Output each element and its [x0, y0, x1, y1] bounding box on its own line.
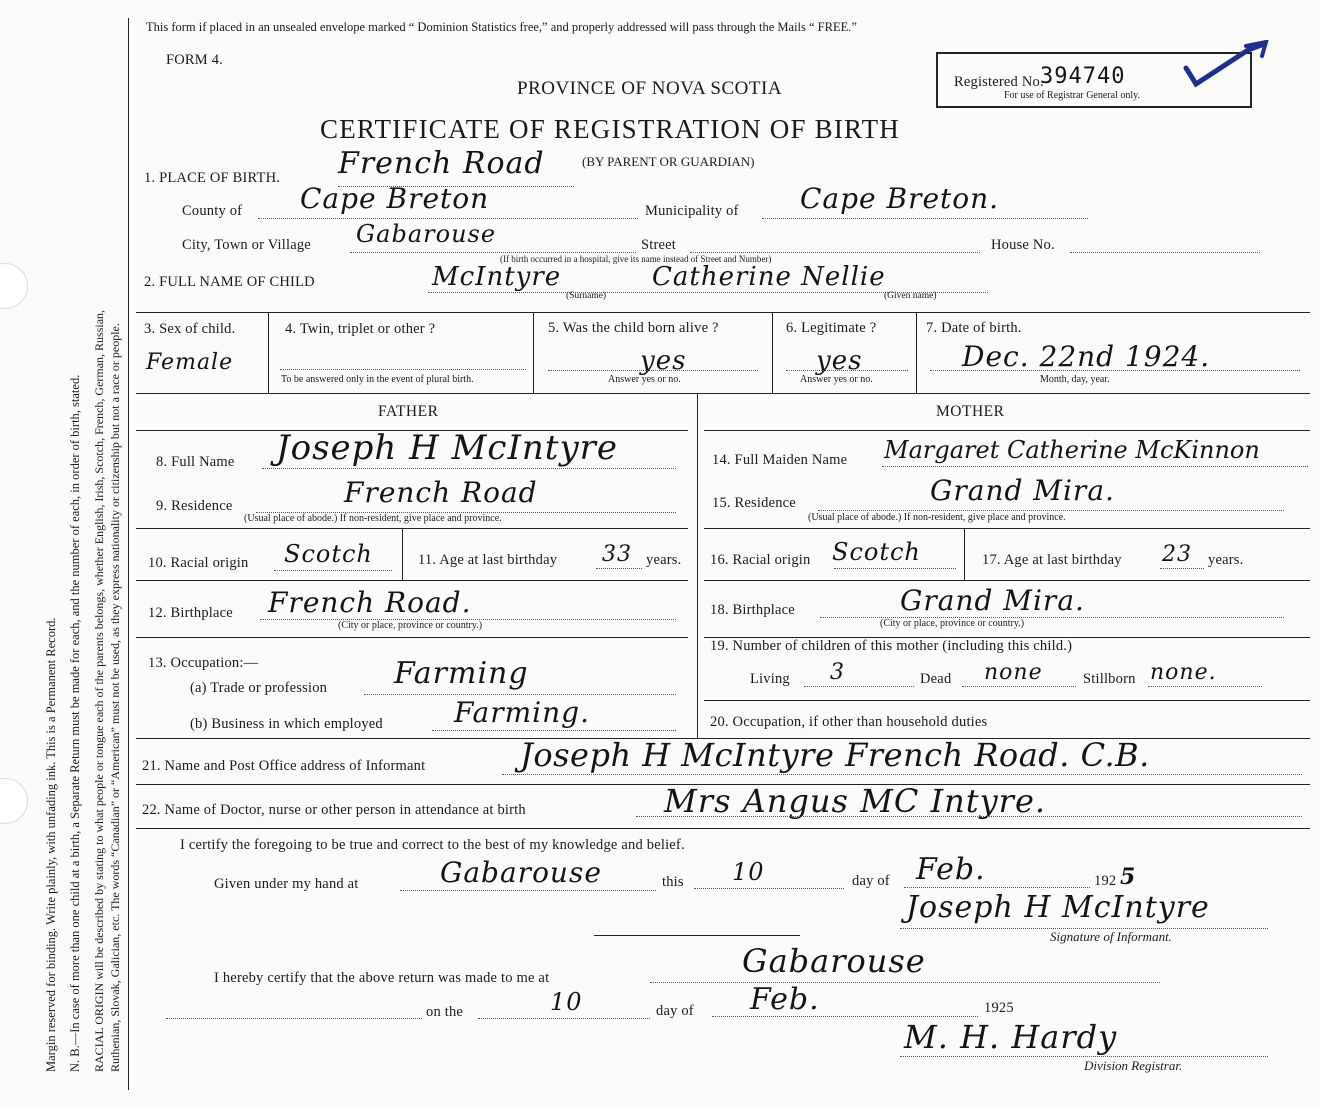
check-mark-icon: [1182, 40, 1272, 96]
surname-caption: (Surname): [566, 291, 607, 301]
form-number: FORM 4.: [166, 52, 223, 68]
dob-label: 7. Date of birth.: [926, 320, 1022, 336]
father-name-label: 8. Full Name: [156, 454, 235, 470]
rule: [268, 312, 269, 393]
margin-racial-note-1: RACIAL ORIGIN will be described by stating to what people or tongue each of the parents belongs, whether English, Irish, Scotch, French, German, Russian,: [92, 309, 106, 1072]
father-name-value: Joseph H McIntyre: [276, 428, 619, 468]
city-value: Gabarouse: [356, 220, 497, 248]
twin-label: 4. Twin, triplet or other ?: [285, 321, 436, 337]
house-label: House No.: [991, 237, 1055, 253]
legitimate-caption: Answer yes or no.: [800, 374, 873, 385]
dob-value: Dec. 22nd 1924.: [962, 340, 1211, 373]
rule: [704, 700, 1310, 701]
registrar-day-of-label: day of: [656, 1003, 694, 1019]
living-value: 3: [830, 660, 845, 685]
rule: [772, 312, 773, 393]
rule: [136, 637, 688, 638]
occupation-label: 13. Occupation:—: [148, 655, 259, 671]
legitimate-label: 6. Legitimate ?: [786, 320, 877, 336]
margin-nb-note: N. B.—In case of more than one child at a birth, a Separate Return must be made for each, and the number of each, in order of birth, stated.: [68, 374, 82, 1072]
dead-label: Dead: [920, 671, 952, 687]
mother-birthplace-value: Grand Mira.: [900, 584, 1085, 617]
rule: [704, 580, 1310, 581]
registrar-signature: M. H. Hardy: [904, 1018, 1118, 1056]
business-value: Farming.: [454, 696, 590, 729]
rule: [916, 312, 917, 393]
signature-caption: Signature of Informant.: [1050, 929, 1172, 944]
father-age-value: 33: [602, 542, 632, 567]
stillborn-value: none.: [1150, 660, 1217, 685]
registered-number: 394740: [1040, 64, 1126, 89]
punch-hole: [0, 263, 28, 309]
doctor-line: [636, 816, 1302, 817]
given-year-prefix: 192: [1094, 873, 1117, 889]
rule: [594, 935, 800, 936]
trade-label: (a) Trade or profession: [190, 680, 328, 696]
rule: [704, 430, 1310, 431]
mother-residence-caption: (Usual place of abode.) If non-resident, give place and province.: [808, 512, 1066, 523]
child-given-value: Catherine Nellie: [652, 262, 886, 292]
municipality-line: [762, 218, 1088, 219]
rule: [704, 528, 1310, 529]
given-day-value: 10: [732, 858, 765, 886]
sex-value: Female: [146, 350, 234, 375]
city-line: [350, 252, 636, 253]
rule: [136, 393, 1310, 394]
by-parent-caption: (BY PARENT OR GUARDIAN): [582, 154, 755, 169]
registrar-month-line: [712, 1016, 978, 1017]
house-line: [1070, 252, 1260, 253]
registrar-caption: Division Registrar.: [1084, 1058, 1183, 1073]
municipality-label: Municipality of: [645, 203, 739, 219]
father-name-line: [262, 468, 676, 469]
sex-label: 3. Sex of child.: [144, 321, 236, 337]
born-alive-caption: Answer yes or no.: [608, 374, 681, 385]
rule: [136, 528, 688, 529]
born-alive-label: 5. Was the child born alive ?: [548, 320, 719, 336]
rule: [697, 393, 698, 738]
dob-caption: Month, day, year.: [1040, 374, 1110, 385]
mother-residence-line: [818, 510, 1284, 511]
county-line: [258, 218, 638, 219]
informant-signature: Joseph H McIntyre: [906, 890, 1210, 925]
dead-value: none: [984, 660, 1043, 685]
father-heading: FATHER: [378, 403, 439, 420]
father-racial-label: 10. Racial origin: [148, 555, 249, 571]
doctor-value: Mrs Angus MC Intyre.: [664, 782, 1047, 820]
rule: [964, 528, 965, 580]
given-month-line: [904, 887, 1090, 888]
hospital-note: (If birth occurred in a hospital, give its name instead of Street and Number): [500, 254, 772, 264]
dob-line: [930, 370, 1300, 371]
born-alive-value: yes: [640, 346, 687, 376]
street-line: [690, 252, 980, 253]
doctor-label: 22. Name of Doctor, nurse or other person in attendance at birth: [142, 802, 526, 818]
mother-age-value: 23: [1162, 542, 1192, 567]
registrar-year: 1925: [984, 1000, 1014, 1016]
this-label: this: [662, 874, 684, 890]
registrar-day-line: [478, 1018, 650, 1019]
twin-note: To be answered only in the event of plural birth.: [281, 374, 474, 385]
mother-name-value: Margaret Catherine McKinnon: [884, 436, 1260, 464]
born-alive-line: [548, 370, 758, 371]
given-day-line: [694, 888, 844, 889]
rule: [136, 828, 1310, 829]
county-label: County of: [182, 203, 243, 219]
given-month-value: Feb.: [916, 852, 986, 887]
municipality-value: Cape Breton.: [800, 182, 1000, 215]
mother-racial-value: Scotch: [832, 538, 921, 566]
margin-rule: [128, 18, 129, 1090]
business-label: (b) Business in which employed: [190, 716, 383, 732]
trade-value: Farming: [394, 656, 529, 691]
twin-line: [280, 369, 526, 370]
mother-age-line: [1160, 568, 1204, 569]
rule: [533, 312, 534, 393]
child-name-label: 2. FULL NAME OF CHILD: [144, 274, 315, 290]
mother-birthplace-caption: (City or place, province or country.): [880, 618, 1025, 629]
given-year-suffix: 5: [1120, 864, 1137, 890]
registrar-month-value: Feb.: [750, 982, 820, 1017]
mother-heading: MOTHER: [936, 403, 1005, 420]
dead-line: [962, 686, 1076, 687]
mother-name-line: [882, 466, 1308, 467]
on-the-label: on the: [426, 1004, 464, 1020]
city-label: City, Town or Village: [182, 237, 311, 253]
registrar-text: I hereby certify that the above return was made to me at: [214, 970, 550, 986]
registrar-place-line: [650, 982, 1160, 983]
province-heading: PROVINCE OF NOVA SCOTIA: [517, 78, 783, 99]
given-under-label: Given under my hand at: [214, 876, 359, 892]
mail-notice: This form if placed in an unsealed envelope marked “ Dominion Statistics free,” and properly addressed will pass through the Mails “ FREE.”: [146, 20, 857, 34]
father-residence-caption: (Usual place of abode.) If non-resident, give place and province.: [244, 513, 502, 524]
given-place-value: Gabarouse: [440, 856, 602, 889]
mother-residence-value: Grand Mira.: [930, 474, 1115, 507]
punch-hole: [0, 778, 28, 824]
father-racial-line: [274, 570, 392, 571]
rule: [402, 528, 403, 580]
place-of-birth-value: French Road: [338, 146, 545, 181]
children-count-label: 19. Number of children of this mother (including this child.): [710, 638, 1073, 654]
legitimate-value: yes: [816, 346, 863, 376]
mother-birthplace-label: 18. Birthplace: [710, 602, 795, 618]
registered-label: Registered No.: [954, 74, 1044, 90]
mother-years-label: years.: [1208, 552, 1244, 568]
given-name-caption: (Given name): [884, 291, 937, 301]
stillborn-label: Stillborn: [1083, 671, 1136, 687]
margin-racial-note-2: Ruthenian, Slovak, Galician, etc. The words “Canadian” or “American” must not be used, as they express nationality or citizenship but not a race or people.: [108, 323, 122, 1072]
business-line: [432, 730, 676, 731]
mother-age-label: 17. Age at last birthday: [982, 552, 1122, 568]
rule: [136, 312, 1310, 313]
mother-residence-label: 15. Residence: [712, 495, 796, 511]
registrar-day-value: 10: [550, 988, 583, 1016]
living-line: [804, 686, 914, 687]
stillborn-line: [1148, 686, 1262, 687]
father-residence-label: 9. Residence: [156, 498, 233, 514]
street-label: Street: [641, 237, 677, 253]
rule: [136, 580, 688, 581]
certify-text: I certify the foregoing to be true and correct to the best of my knowledge and belief.: [180, 837, 685, 853]
living-label: Living: [750, 671, 790, 687]
mother-racial-line: [834, 568, 956, 569]
child-surname-value: McIntyre: [432, 262, 562, 292]
registrar-blank-line: [166, 1018, 422, 1019]
father-age-line: [596, 568, 642, 569]
father-racial-value: Scotch: [284, 540, 373, 568]
page-title: CERTIFICATE OF REGISTRATION OF BIRTH: [320, 114, 900, 144]
mother-racial-label: 16. Racial origin: [710, 552, 811, 568]
father-years-label: years.: [646, 552, 682, 568]
registrar-general-note: For use of Registrar General only.: [1004, 90, 1140, 101]
registrar-place-value: Gabarouse: [742, 942, 926, 980]
given-day-of-label: day of: [852, 873, 890, 889]
margin-binding-note: Margin reserved for binding. Write plainly, with unfading ink. This is a Permanent Record.: [44, 617, 58, 1072]
given-place-line: [400, 890, 656, 891]
informant-line: [502, 774, 1302, 775]
father-birthplace-caption: (City or place, province or country.): [338, 620, 483, 631]
father-birthplace-label: 12. Birthplace: [148, 605, 233, 621]
registrar-signature-line: [900, 1056, 1268, 1057]
legitimate-line: [786, 370, 908, 371]
informant-value: Joseph H McIntyre French Road. C.B.: [520, 736, 1150, 774]
mother-name-label: 14. Full Maiden Name: [712, 452, 848, 468]
place-of-birth-label: 1. PLACE OF BIRTH.: [144, 170, 281, 186]
mother-occupation-label: 20. Occupation, if other than household duties: [710, 714, 988, 730]
informant-label: 21. Name and Post Office address of Informant: [142, 758, 426, 774]
father-age-label: 11. Age at last birthday: [418, 552, 558, 568]
father-birthplace-value: French Road.: [268, 586, 472, 619]
father-residence-value: French Road: [344, 476, 538, 509]
trade-line: [364, 694, 676, 695]
county-value: Cape Breton: [300, 182, 490, 215]
